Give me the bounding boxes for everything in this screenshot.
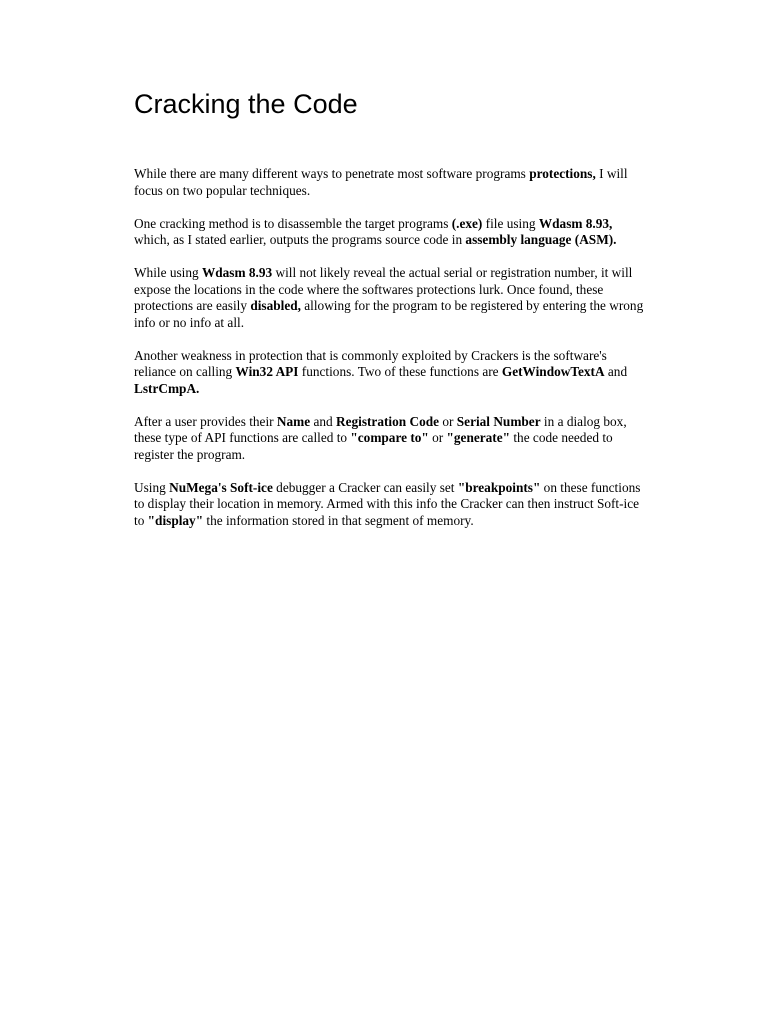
text-run: Another weakness in protection that is commonly exploited by Crackers is the software's reliance on calling — [134, 347, 607, 379]
bold-text: "compare to" — [350, 430, 429, 445]
bold-text: Serial Number — [456, 413, 541, 429]
text-run: allowing for the program to be registered by entering the wrong info or no info at all. — [134, 298, 644, 330]
text-run: the information stored in that segment of memory. — [203, 512, 474, 528]
text-run: the code needed to register the program. — [134, 430, 613, 462]
bold-text: "breakpoints" — [457, 479, 541, 495]
bold-text: assembly language (ASM). — [465, 232, 617, 247]
bold-text: Name — [276, 413, 311, 429]
bold-text: Registration Code — [335, 413, 440, 429]
paragraph-6 — [134, 480, 644, 530]
text-run: in a dialog box, these type of API functions are called to — [134, 413, 627, 445]
text-run: or — [439, 413, 457, 429]
paragraph-4 — [134, 348, 644, 398]
text-run: While there are many different ways to penetrate most software programs — [134, 166, 530, 181]
text-run: I will focus on two popular techniques. — [134, 166, 628, 198]
page-title: Cracking the Code — [134, 89, 358, 119]
bold-text: protections, — [529, 166, 596, 181]
text-run: and — [604, 364, 628, 379]
paragraph-2 — [134, 216, 644, 249]
paragraph-3 — [134, 265, 644, 331]
text-run: file using — [482, 215, 539, 231]
bold-text: "generate" — [446, 430, 511, 445]
text-run: After a user provides their — [134, 413, 277, 429]
text-run: on these functions to display their location in memory. Armed with this info the Cracker can then instruct Soft-ice to — [134, 479, 641, 528]
bold-text: Win32 API — [235, 364, 299, 379]
text-run: and — [310, 413, 336, 429]
bold-text: GetWindowTextA — [501, 364, 605, 379]
text-run: While using — [134, 265, 202, 280]
text-run: functions. Two of these functions are — [298, 364, 502, 379]
text-run: debugger a Cracker can easily set — [272, 479, 458, 495]
bold-text: "display" — [147, 512, 204, 528]
text-run: Using — [134, 479, 170, 495]
bold-text: LstrCmpA. — [134, 380, 200, 396]
text-run: which, as I stated earlier, outputs the programs source code in — [134, 232, 466, 247]
bold-text: (.exe) — [451, 215, 483, 231]
text-run: or — [428, 430, 447, 445]
bold-text: disabled, — [250, 298, 301, 313]
bold-text: Wdasm 8.93, — [538, 215, 613, 231]
text-run: will not likely reveal the actual serial or registration number, it will expose the locations in the code where the softwares protections lurk. Once found, these protections are easily — [134, 265, 633, 313]
bold-text: Wdasm 8.93 — [201, 265, 273, 280]
paragraph-5 — [134, 414, 644, 464]
text-run: One cracking method is to disassemble the target programs — [134, 215, 452, 231]
paragraph-1 — [134, 166, 644, 199]
bold-text: NuMega's Soft-ice — [169, 479, 273, 495]
document-body — [134, 166, 644, 546]
